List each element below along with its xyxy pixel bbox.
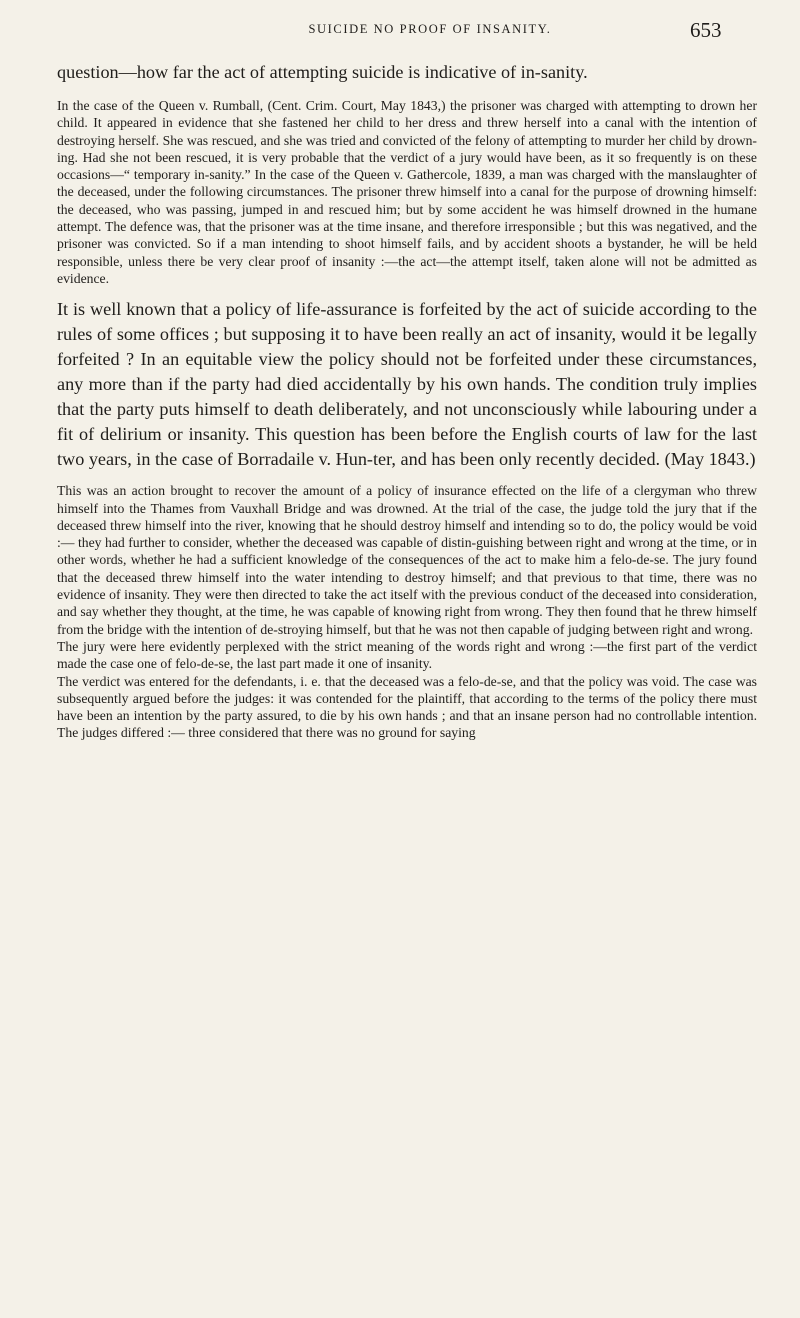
paragraph-jury-perplexed: The jury were here evidently perplexed with the strict meaning of the words right and wrong :—the first part of the verdict made the case one of felo-de-se, the last part made it one of insanity. [57,638,757,672]
running-head: SUICIDE NO PROOF OF INSANITY. [308,22,552,36]
paragraph-intro: question—how far the act of attempting suicide is indicative of in-sanity. [57,62,588,82]
paragraph-verdict: The verdict was entered for the defendants, i. e. that the deceased was a felo-de-se, and that the policy was void. The case was subsequently argued before the judges: it was contended for the plaintiff, that according to the terms of the policy there must have been an intention by the party assured, to die by his own hands ; and that an insane person had no controllable intention. The judges differed :— three considered that there was no ground for saying [57,673,757,741]
page-body [57,60,757,742]
paragraph-life-assurance: It is well known that a policy of life-assurance is forfeited by the act of suicide according to the rules of some offices ; but supposing it to have been really an act of insanity, would it be legally forfeited ? In an equitable view the policy should not be forfeited under these circumstances, any more than if the party had died accidentally by his own hands. The condition truly implies that the party puts himself to death deliberately, and not unconsciously while labouring under a fit of delirium or insanity. This question has been before the English courts of law for the last two years, in the case of Borradaile v. Hun-ter, and has been only recently decided. (May 1843.) [57,299,757,470]
page-number: 653 [690,18,722,42]
paragraph-thames-case: This was an action brought to recover the amount of a policy of insurance effected on the life of a clergyman who threw himself into the Thames from Vauxhall Bridge and was drowned. At the trial of the case, the judge told the jury that if the deceased threw himself into the river, knowing that he should destroy himself and intending so to do, the policy would be void :— they had further to consider, whether the deceased was capable of distin-guishing between right and wrong at the time, or in other words, whether he had a sufficient knowledge of the consequences of the act to make him a felo-de-se. The jury found that the deceased threw himself into the water intending to destroy himself; and that previous to that time, there was no evidence of insanity. They were then directed to take the act itself with the previous conduct of the deceased into consideration, and say whether they thought, at the time, he was capable of knowing right from wrong. They then found that he threw himself from the bridge with the intention of de-stroying himself, but that he was not then capable of judging between right and wrong. [57,483,757,637]
paragraph-rumball-case: In the case of the Queen v. Rumball, (Cent. Crim. Court, May 1843,) the prisoner was charged with attempting to drown her child. It appeared in evidence that she fastened her child to her dress and threw herself into a canal with the intention of destroying herself. She was rescued, and she was tried and convicted of the felony of attempting to murder her child by drown-ing. Had she not been rescued, it is very probable that the verdict of a jury would have been, as it so frequently is on these occasions—“ temporary in-sanity.” In the case of the Queen v. Gathercole, 1839, a man was charged with the manslaughter of the deceased, under the following circumstances. The prisoner threw himself into a canal for the purpose of drowning himself: the deceased, who was passing, jumped in and rescued him; but by some accident he was himself drowned in the humane attempt. The defence was, that the prisoner was at the time insane, and therefore irresponsible ; but this was negatived, and the prisoner was convicted. So if a man intending to shoot himself fails, and by accident shoots a bystander, he will be held responsible, unless there be very clear proof of insanity :—the act—the attempt itself, taken alone will not be admitted as evidence. [57,98,757,286]
